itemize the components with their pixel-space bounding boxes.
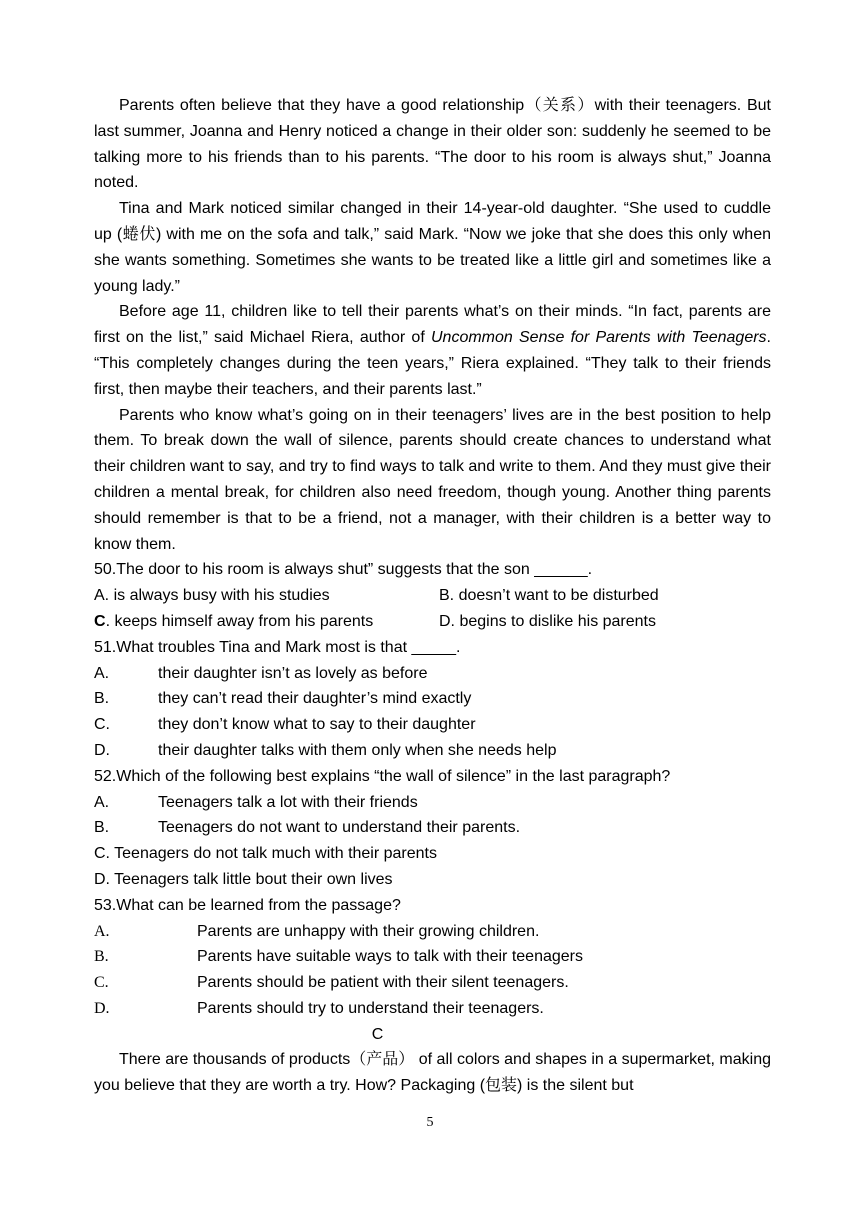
passage-c-paragraph-1: There are thousands of products（产品） of all colors and shapes in a supermarket, making you believe that they are worth a try. How? Packaging (包装) is the silent but <box>94 1051 771 1095</box>
question-53-option <box>94 996 771 1022</box>
option-c-text: . keeps himself away from his parents <box>105 612 374 630</box>
question-53-stem: 53.What can be learned from the passage? <box>94 896 401 914</box>
book-title: Uncommon Sense for Parents with Teenagers <box>430 329 767 347</box>
question-53-option <box>94 944 771 970</box>
question-51-stem: 51.What troubles Tina and Mark most is that _____. <box>94 638 461 656</box>
question-51-option <box>94 661 771 687</box>
section-heading: C <box>371 1025 384 1043</box>
option-a: A. is always busy with his studies <box>94 587 330 605</box>
question-50-row-1 <box>94 583 771 609</box>
option-letter: B. <box>94 948 109 966</box>
option-text: they can’t read their daughter’s mind exactly <box>158 690 472 708</box>
paragraph-4: Parents who know what’s going on in their teenagers’ lives are in the best position to help them. To break down the wall of silence, parents should create chances to understand what their children want to say, and try to find ways to talk and write to them. And they must give their children a mental break, for children also need freedom, though young. Another thing parents should remember is that to be a friend, not a manager, with their children is a better way to know them. <box>94 406 771 553</box>
option-b: B. doesn’t want to be disturbed <box>439 587 659 605</box>
option-text: their daughter isn’t as lovely as before <box>158 664 428 682</box>
option-text: they don’t know what to say to their daughter <box>158 716 476 734</box>
page-number: 5 <box>426 1115 434 1130</box>
question-52-option-d: D. Teenagers talk little bout their own lives <box>94 870 393 888</box>
paragraph-2: Tina and Mark noticed similar changed in their 14-year-old daughter. “She used to cuddle up (蜷伏) with me on the sofa and talk,” said Mark. “Now we joke that she does this only when she wants something. Sometimes she wants to be treated like a little girl and sometimes like a young lady.” <box>94 200 771 295</box>
paragraph-3 <box>94 299 771 402</box>
question-52-option <box>94 790 771 816</box>
question-53-option <box>94 919 771 945</box>
document-page <box>94 93 771 1099</box>
option-letter: B. <box>94 690 110 708</box>
option-text: Parents are unhappy with their growing children. <box>197 922 540 940</box>
question-51-option <box>94 686 771 712</box>
question-52-stem: 52.Which of the following best explains “the wall of silence” in the last paragraph? <box>94 767 671 785</box>
option-c <box>94 609 439 635</box>
option-text: Teenagers do not want to understand their parents. <box>158 819 521 837</box>
question-50-row-2 <box>94 609 771 635</box>
question-51-option <box>94 738 771 764</box>
question-52-option-c: C. Teenagers do not talk much with their parents <box>94 845 437 863</box>
option-letter: D. <box>94 741 110 759</box>
paragraph-1: Parents often believe that they have a good relationship（关系）with their teenagers. But last summer, Joanna and Henry noticed a change in their older son: suddenly he seemed to be talking more to his friends than to his parents. “The door to his room is always shut,” Joanna noted. <box>94 97 771 192</box>
option-text: their daughter talks with them only when she needs help <box>158 741 557 759</box>
option-c-letter: C <box>94 612 106 630</box>
paragraph-3-text-a: Before age 11, children like to tell their parents what’s on their minds. “In fact, parents are first on the list,” said Michael Riera, author of <box>94 303 771 347</box>
option-text: Teenagers talk a lot with their friends <box>158 793 418 811</box>
paragraph-3-text-b: . “This completely changes during the teen years,” Riera explained. “They talk to their friends first, then maybe their teachers, and their parents last.” <box>94 329 771 398</box>
option-letter: B. <box>94 819 110 837</box>
option-d: D. begins to dislike his parents <box>439 612 656 630</box>
option-text: Parents have suitable ways to talk with their teenagers <box>197 948 583 966</box>
option-letter: C. <box>94 974 109 992</box>
option-letter: A. <box>94 922 110 940</box>
option-letter: C. <box>94 716 110 734</box>
option-text: Parents should be patient with their silent teenagers. <box>197 974 569 992</box>
question-53-option <box>94 970 771 996</box>
question-51-option <box>94 712 771 738</box>
option-letter: A. <box>94 664 110 682</box>
option-letter: A. <box>94 793 110 811</box>
question-52-option <box>94 815 771 841</box>
option-text: Parents should try to understand their teenagers. <box>197 999 544 1017</box>
option-letter: D. <box>94 999 110 1017</box>
question-50-stem: 50.The door to his room is always shut” suggests that the son ______. <box>94 561 593 579</box>
